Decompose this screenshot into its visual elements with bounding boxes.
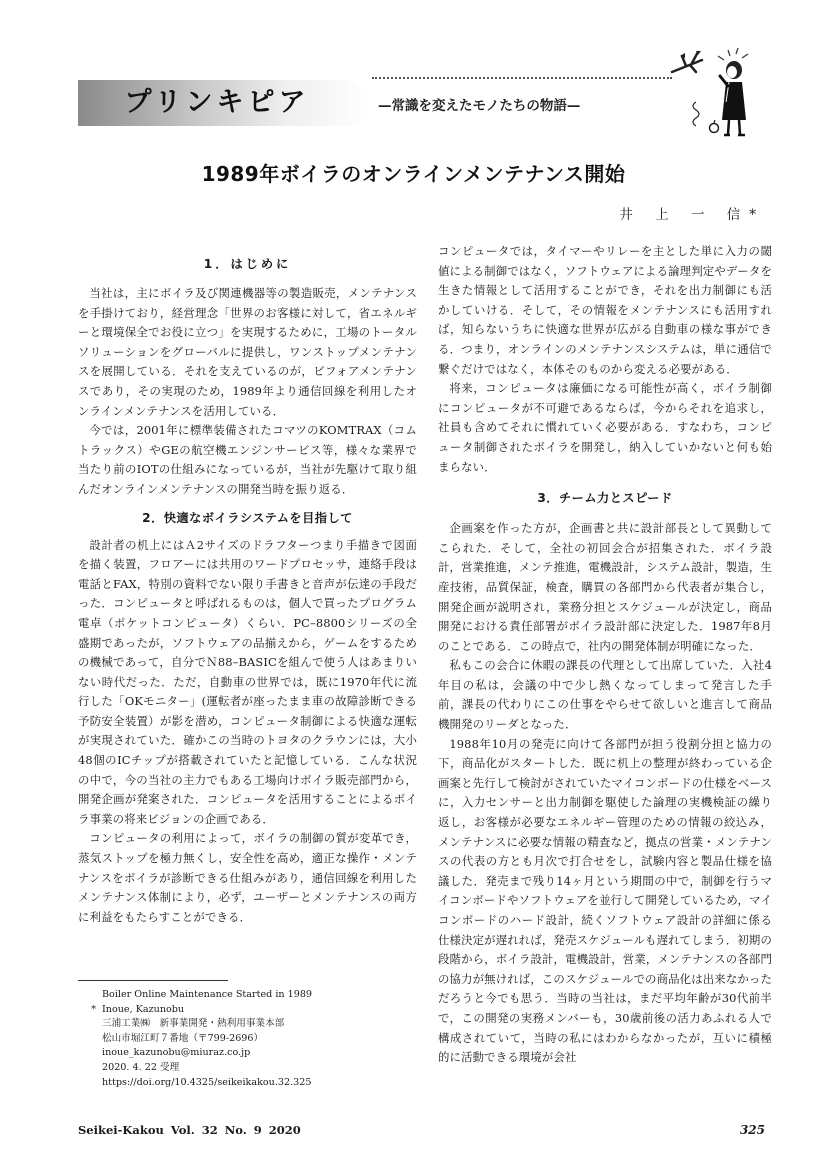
paragraph-continuation: コンピュータでは，タイマーやリレーを主とした単に入力の閾値による制御ではなく，ソフトウェアによる論理判定やデータを生きた情報として活用することができ，それを出力制御にも活かしていける．そして，その情報をメンテナンスにも活用すれば，知らないうちに快適な世界が広がる自動車の様な事ができる．つまり，オンラインのメンテナンスシステムは，単に通信で繋ぐだけではなく，本体そのものから変える必要がある． (438, 244, 772, 376)
dotted-rule (372, 77, 672, 79)
paragraph: 1988年10月の発売に向けて各部門が担う役割分担と協力の下，商品化がスタートした．既に机上の整理が終わっている企画案と先行して検討がされていたマイコンボードの仕様をベースに，入力センサーと出力制御を駆使した論理の実機検証の繰り返し，お客様が必要なエネルギー管理のための情報の絞込み，メンテナンスに必要な情報の精査など，拠点の営業・メンテナンスの代表の方とも月次で打合せをし，試験内容と製品仕様を協議した．発売まで残り14ヶ月という期間の中で，制御を行うマイコンボードやソフトウェアを並行して開発しているため，マイコンボードのハード設計，続くソフトウェア設計の詳細に係る仕様決定が遅れれば，発売スケジュールも遅れてしまう．初期の段階から，ボイラ設計，電機設計，営業，メンテナンスの各部門の協力が無ければ，このスケジュールでの商品化は出来なかっただろうと今でも思う．当時の当社は，まだ平均年齢が30代前半で，この開発の実務メンバーも，30歳前後の活力あふれる人で構成されていて，当時の私にはわからなかったが，互いに積極的に活動できる環境が会社 (438, 736, 772, 1065)
paragraph: 当社は，主にボイラ及び関連機器等の製造販売，メンテナンスを手掛けており，経営理念「世界のお客様に対して，省エネルギーと環境保全でお役に立つ」を実現するために，工場のトータルソリューションをグローバルに提供し，ワンストップメンテナンスを展開している．それを支えているのが，ビフォアメンテナンスであり，その実現のため，1989年より通信回線を利用したオンラインメンテナンスを活用している． (78, 286, 417, 418)
paragraph: 企画案を作った方が，企画書と共に設計部長として異動してこられた．そして，全社の初回会合が招集された．ボイラ設計，営業推進，メンテ推進，電機設計，システム設計，製造，生産技術，品質保証，検査，購買の各部門から代表者が集合し，開発企画が説明され，業務分担とスケジュールが決定し，商品開発における責任部署がボイラ設計部に決定した．1987年8月のことである．この時点で，社内の開発体制が明確になった． (438, 521, 772, 653)
right-column (438, 242, 772, 1068)
footnote-address: 松山市堀江町７番地（〒799-2696） (102, 1032, 264, 1044)
journal-citation: Seikei-Kakou Vol. 32 No. 9 2020 (78, 1123, 301, 1137)
footnote-rule (78, 980, 228, 981)
footnote-received-date: 2020. 4. 22 受理 (102, 1061, 180, 1073)
footnote (78, 988, 408, 1090)
article-title: 1989年ボイラのオンラインメンテナンス開始 (201, 162, 626, 186)
paragraph: 設計者の机上にはＡ2サイズのドラフターつまり手描きで図面を描く装置，フロアーには共用のワードプロセッサ，連絡手段は電話とFAX，特別の資料でない限り手書きと音声が伝達の手段だった．コンピュータと呼ばれるものは，個人で買ったプログラム電卓（ポケットコンピュータ）くらい．PC–8800シリーズの全盛期であったが，ソフトウェアの品揃えから，ゲームをするための機械であって，自分でＮ88–BASICを組んで使う人はあまりいない時代だった．ただ，自動車の世界では，既に1970年代に流行した「OKモニター」(運転者が座ったまま車の故障診断できる予防安全装置）が影を潜め，コンピュータ制御による快適な運転が実現されていた．確かこの当時のトヨタのクラウンには，大小48個のICチップが搭載されていたと記憶している．こんな状況の中で，今の当社の主力でもある工場向けボイラ販売部門から，開発企画が発案された．コンピュータを活用することによるボイラ事業の将来ビジョンの企画である． (78, 537, 417, 826)
paragraph: 今では，2001年に標準装備されたコマツのKOMTRAX（コムトラックス）やGEの航空機エンジンサービス等，様々な業界で当たり前のIOTの仕組みになっているが，当社が先駆けて取り組んだオンラインメンテナンスの開発当時を振り返る． (78, 423, 417, 496)
section-heading-introduction: 1．はじめに (203, 257, 292, 271)
series-subtitle: —常識を変えたモノたちの物語— (378, 98, 581, 114)
girl-with-apple-illustration (668, 42, 760, 140)
page-number: 325 (739, 1123, 765, 1137)
footnote-affiliation: 三浦工業㈱ 新事業開発・熱利用事業本部 (102, 1018, 285, 1030)
footnote-doi: https://doi.org/10.4325/seikeikakou.32.325 (102, 1076, 312, 1088)
section-heading-team-and-speed: 3．チーム力とスピード (537, 491, 673, 506)
footnote-email: inoue_kazunobu@miuraz.co.jp (102, 1047, 251, 1059)
paragraph: 私もこの会合に休暇の課長の代理として出席していた．入社4年目の私は，会議の中で少し熱くなってしまって発言した手前，課長の代わりにこの仕事をやらせて欲しいと進言して商品機開発のリーダとなった． (438, 658, 772, 732)
author-name: 井 上 一 信* (619, 207, 765, 223)
section-heading-comfortable-boiler: 2．快適なボイラシステムを目指して (142, 510, 353, 525)
series-title: プリンキピア (124, 87, 310, 118)
left-column (78, 254, 417, 927)
footnote-english-name: Inoue, Kazunobu (102, 1003, 185, 1015)
paragraph: コンピュータの利用によって，ボイラの制御の質が変革でき，蒸気ストップを極力無くし，安全性を高め，適正な操作・メンテナンスをボイラが診断できる仕組みがあり，通信回線を利用したメンテナンス体制により，必ず，ユーザーとメンテナンスの両方に利益をもたらすことができる． (78, 831, 417, 924)
footnote-english-title: Boiler Online Maintenance Started in 1989 (102, 989, 313, 1000)
footnote-marker: * (91, 1003, 96, 1015)
paragraph: 将来，コンピュータは廉価になる可能性が高く，ボイラ制御にコンピュータが不可避であるならば，今からそれを追求し，社員も含めてそれに慣れていく必要がある．すなわち，コンピュータ制御されたボイラを開発し，納入していかないと何も始まらない． (438, 381, 772, 474)
footnote-author-line (78, 1003, 408, 1018)
